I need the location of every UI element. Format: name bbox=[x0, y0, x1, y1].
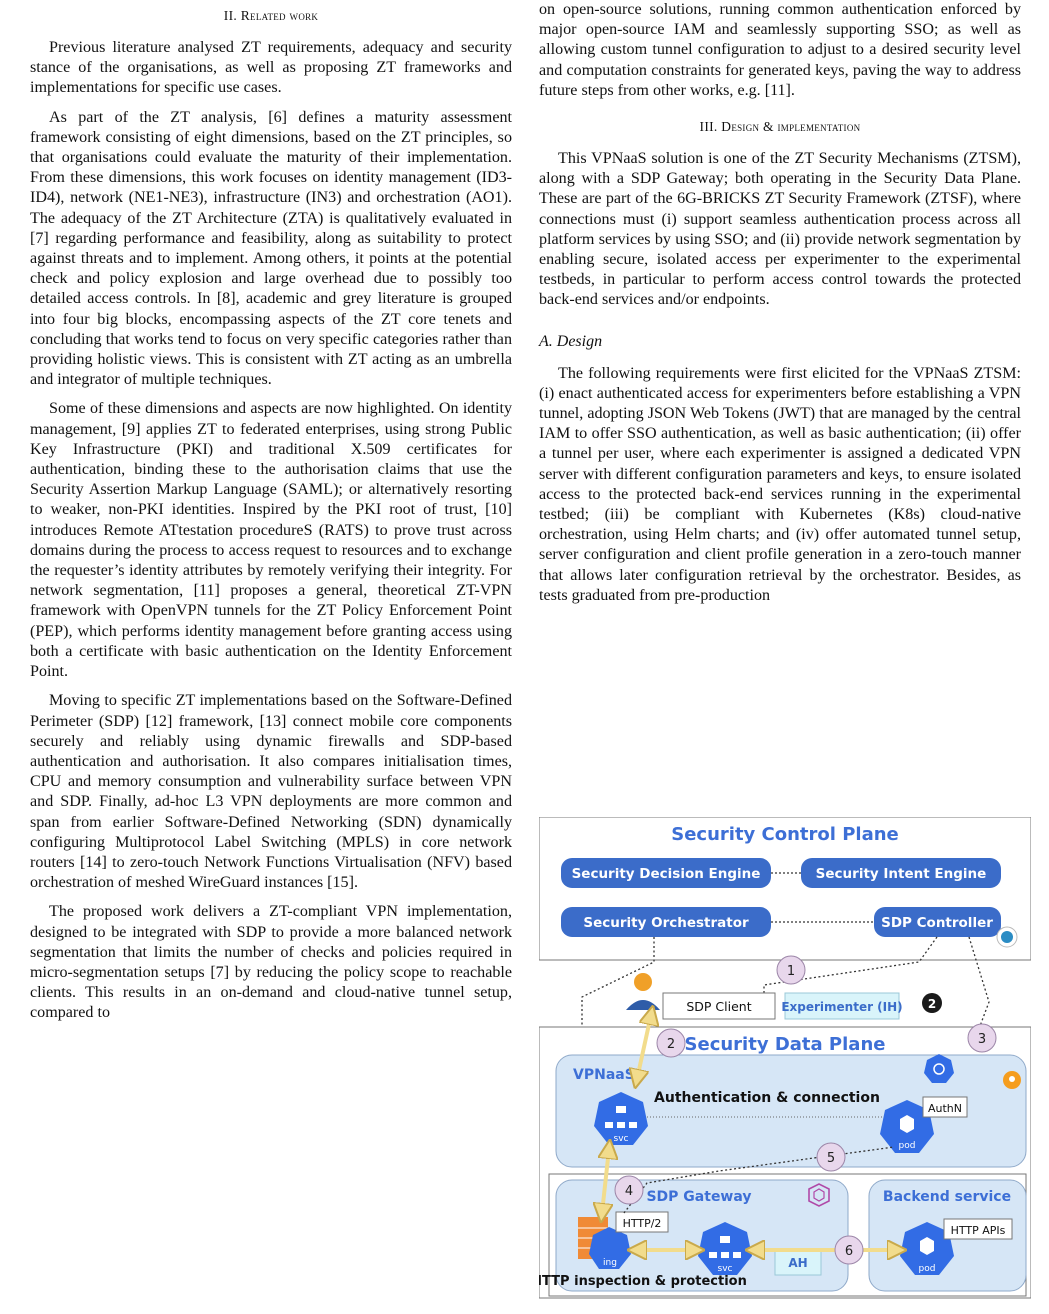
section-heading-related-work bbox=[30, 8, 512, 24]
sdp-gateway-label: SDP Gateway bbox=[646, 1189, 752, 1205]
paragraph-continuation: on open-source solutions, running common authentication enforced by major open-source IAM and seamlessly supporting SSO; as well as allowing custom tunnel configuration to adjust to a desired security level and computation constraints for generated keys, paving the way to address future steps from other works, e.g. [11]. bbox=[539, 1, 1021, 99]
step-badge-3 bbox=[968, 1024, 996, 1052]
svg-text:5: 5 bbox=[826, 1151, 836, 1166]
data-plane-title: Security Data Plane bbox=[684, 1034, 886, 1055]
control-plane-title: Security Control Plane bbox=[671, 824, 899, 845]
authn-label: AuthN bbox=[927, 1102, 963, 1115]
orchestrator-label: Security Orchestrator bbox=[583, 915, 749, 931]
svg-text:ing: ing bbox=[603, 1258, 617, 1268]
svg-text:pod: pod bbox=[898, 1141, 916, 1151]
section-heading-design bbox=[539, 119, 1021, 135]
service-mesh-icon bbox=[997, 927, 1017, 947]
section-title: Design & implementation bbox=[721, 119, 861, 135]
paragraph: The proposed work delivers a ZT-compliant VPN implementation, designed to be integrated with SDP to provide a more balanced network segmentation that limits the number of checks and policies required in micro-segmentation setups [7] by reducing the policy scope to reachable clients. This results in an on-demand and cloud-native tunnel setup, compared to bbox=[30, 903, 512, 1022]
backend-service-label: Backend service bbox=[882, 1189, 1012, 1205]
section-number: III. bbox=[699, 119, 718, 135]
user-icon bbox=[626, 973, 660, 1010]
intent-engine-label: Security Intent Engine bbox=[815, 866, 987, 882]
inspection-label: HTTP inspection & protection bbox=[539, 1274, 747, 1289]
paragraph: The following requirements were first elicited for the VPNaaS ZTSM: (i) enact authenticated access for experimenters before establishing a VPN tunnel, adopting JSON Web Tokens (JWT) that are managed by the central IAM to offer SSO authentication, as well as basic authentication; (ii) offer a tunnel per user, where each experimenter is assigned a dedicated VPN server with different configuration parameters and keys, to ensure isolated access to the protected back-end services running in the experimental testbed; (iii) be compliant with Kubernetes (K8s) cloud-native orchestration, using Helm charts; and (iv) offer automated tunnel setup, server configuration and client profile generation in a zero-touch manner that allows later configuration retrieval by the orchestrator. Besides, as tests graduated from pre-production bbox=[539, 364, 1021, 604]
svg-text:2: 2 bbox=[666, 1037, 676, 1052]
right-column bbox=[539, 0, 1021, 615]
iam-icon bbox=[1003, 1071, 1021, 1089]
section-number: II. bbox=[223, 8, 238, 23]
decision-engine-label: Security Decision Engine bbox=[571, 866, 761, 882]
sdp-controller-label: SDP Controller bbox=[881, 915, 993, 931]
svg-text:6: 6 bbox=[844, 1244, 854, 1259]
section-title: Related work bbox=[240, 8, 319, 23]
svg-text:1: 1 bbox=[786, 964, 796, 979]
ah-label: AH bbox=[788, 1256, 808, 1270]
http2-label: HTTP/2 bbox=[622, 1217, 662, 1230]
experimenter-label: Experimenter (IH) bbox=[781, 1000, 903, 1014]
svg-text:3: 3 bbox=[977, 1032, 987, 1047]
svg-text:svc: svc bbox=[717, 1264, 733, 1274]
vpnaas-label: VPNaaS bbox=[573, 1067, 635, 1083]
step-badge-dark-label: 2 bbox=[927, 997, 937, 1011]
paragraph: Moving to specific ZT implementations based on the Software-Defined Perimeter (SDP) [12] framework, [13] connect mobile core components securely and reliably using dynamic firewalls and SDP-based authentication and authorisation. It also compares initialisation times, CPU and memory consumption and vulnerability surface between VPN and SDP. Finally, ad-hoc L3 VPN deployments are more common and span from earlier Software-Defined Networking (SDN) dynamically configuring Multiprotocol Label Switching (MPLS) in core network routers [14] to zero-touch Network Functions Virtualisation (NFV) based orchestration of meshed WireGuard instances [15]. bbox=[30, 692, 512, 892]
step-badge-1 bbox=[777, 956, 805, 984]
sdp-client-label: SDP Client bbox=[686, 999, 752, 1014]
svg-text:pod: pod bbox=[918, 1264, 936, 1274]
paragraph: Previous literature analysed ZT requirements, adequacy and security stance of the organisations, as well as proposing ZT frameworks and implementations for specific use cases. bbox=[30, 39, 512, 97]
left-column bbox=[30, 0, 512, 1033]
http-apis-label: HTTP APIs bbox=[950, 1224, 1006, 1237]
svg-text:4: 4 bbox=[624, 1184, 634, 1199]
step-badge-5 bbox=[817, 1143, 845, 1171]
subsection-heading: A. Design bbox=[539, 332, 603, 350]
step-badge-4 bbox=[615, 1176, 643, 1204]
paragraph: As part of the ZT analysis, [6] defines a maturity assessment framework consisting of eight dimensions, based on the ZT principles, so that organisations could evaluate the maturity of their implementation. From these dimensions, this work focuses on identity management (ID3-ID4), network (NE1-NE3), infrastructure (IN3) and orchestration (AO1). The adequacy of the ZT Architecture (ZTA) is qualitatively evaluated in [7] regarding performance and feasibility, along as suitability to protect against threats and to implement. Among others, it points at the potential check and policy explosion and large overhead due to possibly too detailed access controls. In [8], academic and grey literature is grouped into four big blocks, encompassing aspects of the ZT core tenets and concluding that works tend to focus on very specific categories rather than providing holistic views. This is consistent with ZT acting as an umbrella and integrator of multiple techniques. bbox=[30, 108, 512, 389]
paragraph: This VPNaaS solution is one of the ZT Security Mechanisms (ZTSM), along with a SDP Gateway; both operating in the Security Data Plane. These are part of the 6G-BRICKS ZT Security Framework (ZTSF), where connections must (i) support seamless authentication process across all platform services by using SSO; and (ii) provide network segmentation by enabling secure, isolated access per experimenter to the experimental testbeds, in particular to perform access control towards the protected back-end services and/or endpoints. bbox=[539, 150, 1021, 309]
step-badge-2 bbox=[657, 1029, 685, 1057]
architecture-diagram bbox=[539, 817, 1031, 1299]
paragraph: Some of these dimensions and aspects are now highlighted. On identity management, [9] applies ZT to federated enterprises, using strong Public Key Infrastructure (PKI) and traditional X.509 certificates for authentication, binding these to the authorisation claims that use the Security Assertion Markup Language (SAML); or alternatively resorting to weaker, non-PKI identities. Inspired by the PKI root of trust, [10] introduces Remote ATtestation procedureS (RATS) to prove trust across domains during the process to access request to resources and to exchange the requester’s identity attributes by remotely verifying their integrity. For network segmentation, [11] proposes a general, theoretical ZT-VPN framework with OpenVPN tunnels for the ZT Policy Enforcement Point (PEP), which performs identity management before granting access using both a certificate with basic authentication on the Identity Enforcement Point. bbox=[30, 400, 512, 681]
auth-conn-label: Authentication & connection bbox=[654, 1090, 880, 1106]
step-badge-6 bbox=[835, 1236, 863, 1264]
svg-text:svc: svc bbox=[613, 1134, 629, 1144]
architecture-figure bbox=[539, 817, 1031, 1299]
